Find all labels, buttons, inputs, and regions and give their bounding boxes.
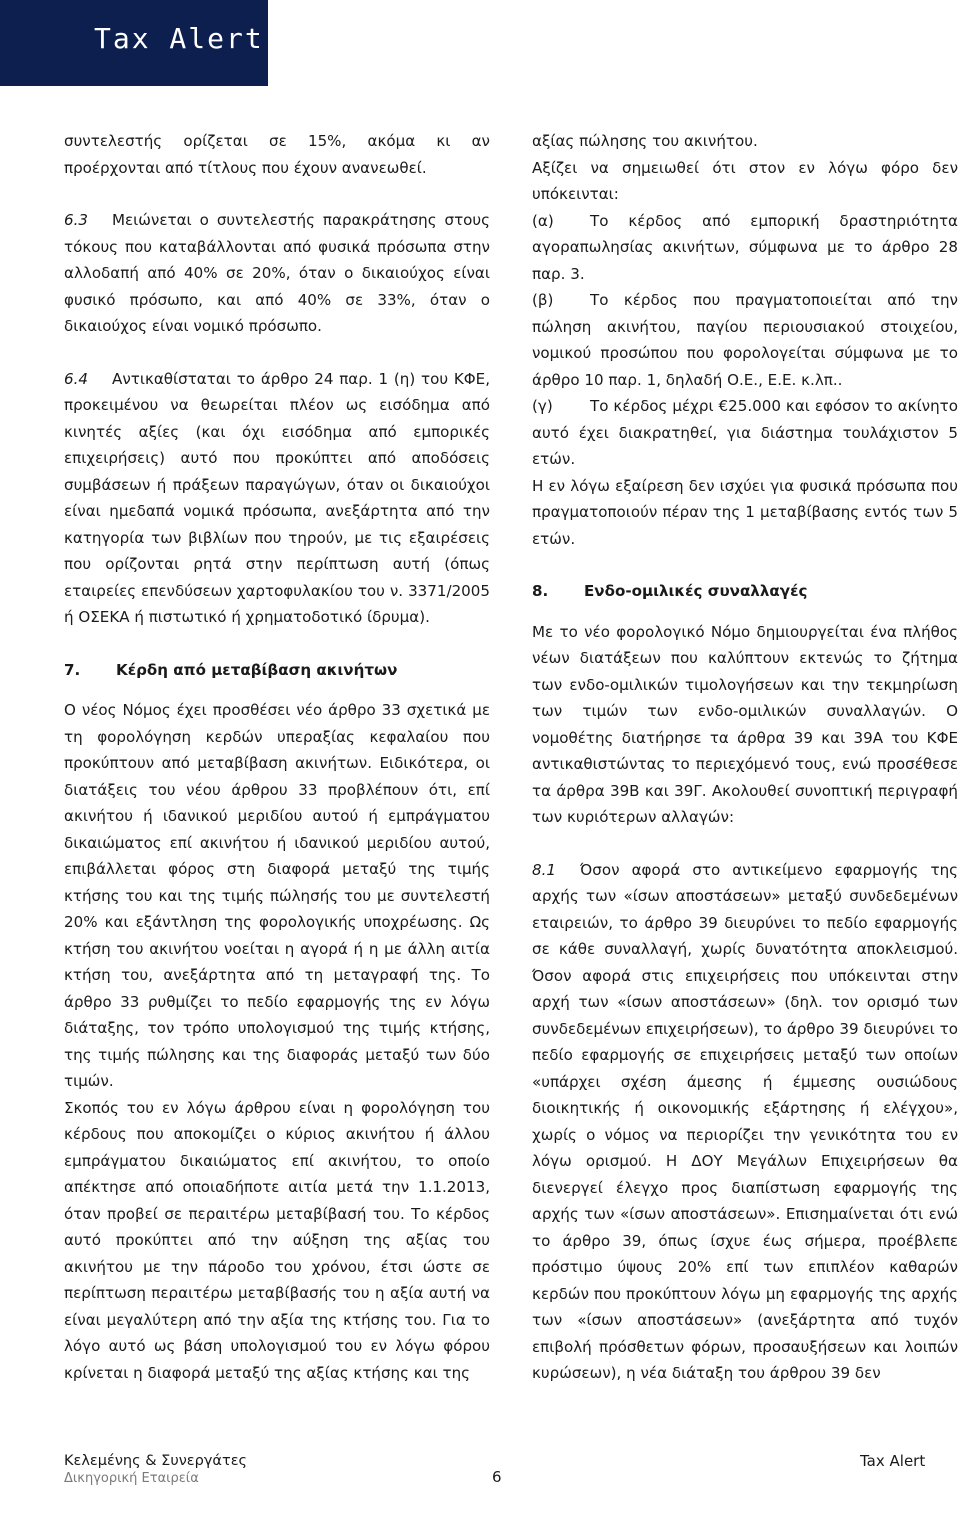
paragraph: αξίας πώλησης του ακινήτου. (532, 132, 758, 150)
section-8-1 (532, 857, 958, 1387)
section-number: 8.1 (532, 860, 557, 879)
section-6-3 (64, 207, 490, 340)
heading-number: 7. (64, 660, 81, 679)
paragraph: συντελεστής ορίζεται σε 15%, ακόμα κι αν προέρχονται από τίτλους που έχουν ανανεωθεί. (64, 132, 490, 177)
heading-title: Ενδο-ομιλικές συναλλαγές (584, 582, 808, 600)
right-column (532, 128, 958, 1387)
section-text: Μειώνεται ο συντελεστής παρακράτησης στους τόκους που καταβάλλονται από φυσικά πρόσωπα στην αλλοδαπή από 40% σε 20%, όταν ο δικαιούχος είναι φυσικό πρόσωπο, και από 40% σε 33%, όταν ο δικαιούχος είναι νομικό πρόσωπο. (64, 211, 490, 335)
paragraph: Αξίζει να σημειωθεί ότι στον εν λόγω φόρο δεν υπόκεινται: (532, 158, 958, 203)
section-number: 6.4 (64, 369, 89, 388)
list-item (532, 208, 958, 288)
list-item-label: (γ) (532, 397, 553, 415)
heading-title: Κέρδη από μεταβίβαση ακινήτων (116, 660, 398, 679)
list-item-text: Το κέρδος μέχρι €25.000 και εφόσον το ακίνητο αυτό έχει διακρατηθεί, για διάστημα τουλάχιστον 5 ετών. (532, 397, 958, 468)
firm-name: Κελεμένης & Συνεργάτες (64, 1453, 248, 1469)
section-text: Αντικαθίσταται το άρθρο 24 παρ. 1 (η) του ΚΦΕ, προκειμένου να θεωρείται πλέον ως εισόδημα από κινητές αξίες (και όχι εισόδημα από εμπορικές επιχειρήσεις) αυτό που προκύπτει από αποδόσεις συμβάσεων ή πράξεων παραγώγων, όταν οι δικαιούχοι είναι ημεδαπά νομικά πρόσωπα, ανεξάρτητα από την κατηγορία των βιβλίων που τηρούν, με τις εξαιρέσεις που ορίζονται ρητά στην περίπτωση αυτή (όπως εταιρείες επενδύσεων χαρτοφυλακίου του ν. 3371/2005 ή ΟΣΕΚΑ ή πιστωτικό ή χρηματοδοτικό ίδρυμα). (64, 369, 490, 626)
footer-firm (64, 1452, 247, 1488)
list-item-text: Το κέρδος από εμπορική δραστηριότητα αγοραπωλησίας ακινήτων, σύμφωνα με το άρθρο 28 παρ. 3. (532, 211, 958, 283)
page-number: 6 (492, 1468, 502, 1486)
paragraph: Σκοπός του εν λόγω άρθρου είναι η φορολόγηση του κέρδους που αποκομίζει ο κύριος ακινήτου ή άλλου εμπράγματου δικαιώματος επί ακινήτου, το οποίο απέκτησε από οποιαδήποτε αιτία μετά την 1.1.2013, όταν προβεί σε περαιτέρω μεταβίβασή του. Το κέρδος αυτό προκύπτει από την αύξηση της αξίας του ακινήτου με την πάροδο του χρόνου, έτσι ώστε σε περίπτωση περαιτέρω μεταβίβασής του η αξία αυτή να είναι μεγαλύτερη από την αξία της κτήσης του. Για το λόγο αυτό ως βάση υπολογισμού του εν λόγω φόρου κρίνεται η διαφορά μεταξύ της αξίας κτήσης και της (64, 1098, 490, 1382)
paragraph: Ο νέος Νόμος έχει προσθέσει νέο άρθρο 33 σχετικά με τη φορολόγηση κερδών υπεραξίας κεφαλαίου που προκύπτουν από μεταβίβαση ακινήτων. Ειδικότερα, οι διατάξεις του νέου άρθρου 33 προβλέπουν ότι, επί ακινήτου ή ιδανικού μεριδίου αυτού ή εμπράγματου δικαιώματος επί ακινήτου ή ιδανικού μεριδίου αυτού, επιβάλλεται φόρος στη διαφορά μεταξύ της τιμής κτήσης του και της τιμής πώλησής του με συντελεστή 20% και εξάντληση της φορολογικής υποχρέωσης. Ως κτήση του ακινήτου νοείται η αγορά ή η με άλλη αιτία κτήση του, ανεξάρτητα από τη μεταγραφή της. Το άρθρο 33 ρυθμίζει το πεδίο εφαρμογής της εν λόγω διάταξης, τον τρόπο υπολογισμού της τιμής κτήσης, της τιμής πώλησης και της διαφοράς μεταξύ των δύο τιμών. (64, 701, 490, 1090)
left-column (64, 128, 490, 1386)
section-7-heading (64, 657, 490, 684)
header-banner (0, 0, 268, 86)
section-6-4 (64, 366, 490, 631)
header-title: Tax Alert (94, 22, 264, 55)
paragraph: Η εν λόγω εξαίρεση δεν ισχύει για φυσικά πρόσωπα που πραγματοποιούν πέραν της 1 μεταβίβασης εντός των 5 ετών. (532, 476, 958, 548)
heading-number: 8. (532, 582, 549, 600)
list-item-label: (α) (532, 211, 554, 230)
paragraph: Με το νέο φορολογικό Νόμο δημιουργείται ένα πλήθος νέων διατάξεων που καλύπτουν εκτενώς το ζήτημα των ενδο-ομιλικών τιμολογήσεων και την τεκμηρίωση των τιμών των ενδο-ομιλικών συναλλαγών. Ο νομοθέτης διατήρησε τα άρθρα 39 και 39Α του ΚΦΕ αντικαθιστώντας το περιεχόμενό τους, ενώ προσέθεσε τα άρθρα 39Β και 39Γ. Ακολουθεί συνοπτική περιγραφή των κυριότερων αλλαγών: (532, 622, 958, 826)
list-item-label: (β) (532, 291, 554, 309)
list-item-text: Το κέρδος που πραγματοποιείται από την πώληση ακινήτου, παγίου περιουσιακού στοιχείου, νομικού προσώπου που φορολογείται σύμφωνα με το άρθρο 10 παρ. 1, δηλαδή Ο.Ε., Ε.Ε. κ.λπ.. (532, 291, 958, 389)
section-number: 6.3 (64, 211, 89, 229)
list-item (532, 393, 958, 473)
list-item (532, 287, 958, 393)
section-8-heading (532, 578, 958, 605)
section-text: Όσον αφορά στο αντικείμενο εφαρμογής της αρχής των «ίσων αποστάσεων» μεταξύ συνδεδεμένων εταιρειών, το άρθρο 39 διευρύνει το πεδίο εφαρμογής σε κάθε συναλλαγή, χωρίς δυνατότητα αποκλεισμού. Όσον αφορά στις επιχειρήσεις που υπόκεινται στην αρχή των «ίσων αποστάσεων» (δηλ. τον ορισμό των συνδεδεμένων επιχειρήσεων), το άρθρο 39 διευρύνει το πεδίο εφαρμογής σε επιχειρήσεις μεταξύ των οποίων «υπάρχει σχέση άμεσης ή έμμεσης ουσιώδους διοικητικής ή οικονομικής εξάρτησης ή ελέγχου», χωρίς ο νόμος να περιορίζει την γενικότητα του εν λόγω ορισμού. Η ΔΟΥ Μεγάλων Επιχειρήσεων θα διενεργεί έλεγχο προς διαπίστωση εφαρμογής της αρχής των «ίσων αποστάσεων». Επισημαίνεται ότι ενώ το άρθρο 39, όπως ίσχυε έως σήμερα, προέβλεπε πρόστιμο ύψους 20% επί των επιπλέον καθαρών κερδών που προκύπτουν λόγω μη εφαρμογής της αρχής των «ίσων αποστάσεων» (ανεξάρτητα από τυχόν επιβολή πρόσθετων φόρων, προσαυξήσεων και λοιπών κυρώσεων), η νέα διάταξη του άρθρου 39 δεν (532, 860, 958, 1382)
firm-subtitle: Δικηγορική Εταιρεία (64, 1471, 199, 1486)
footer-label: Tax Alert (860, 1452, 926, 1470)
